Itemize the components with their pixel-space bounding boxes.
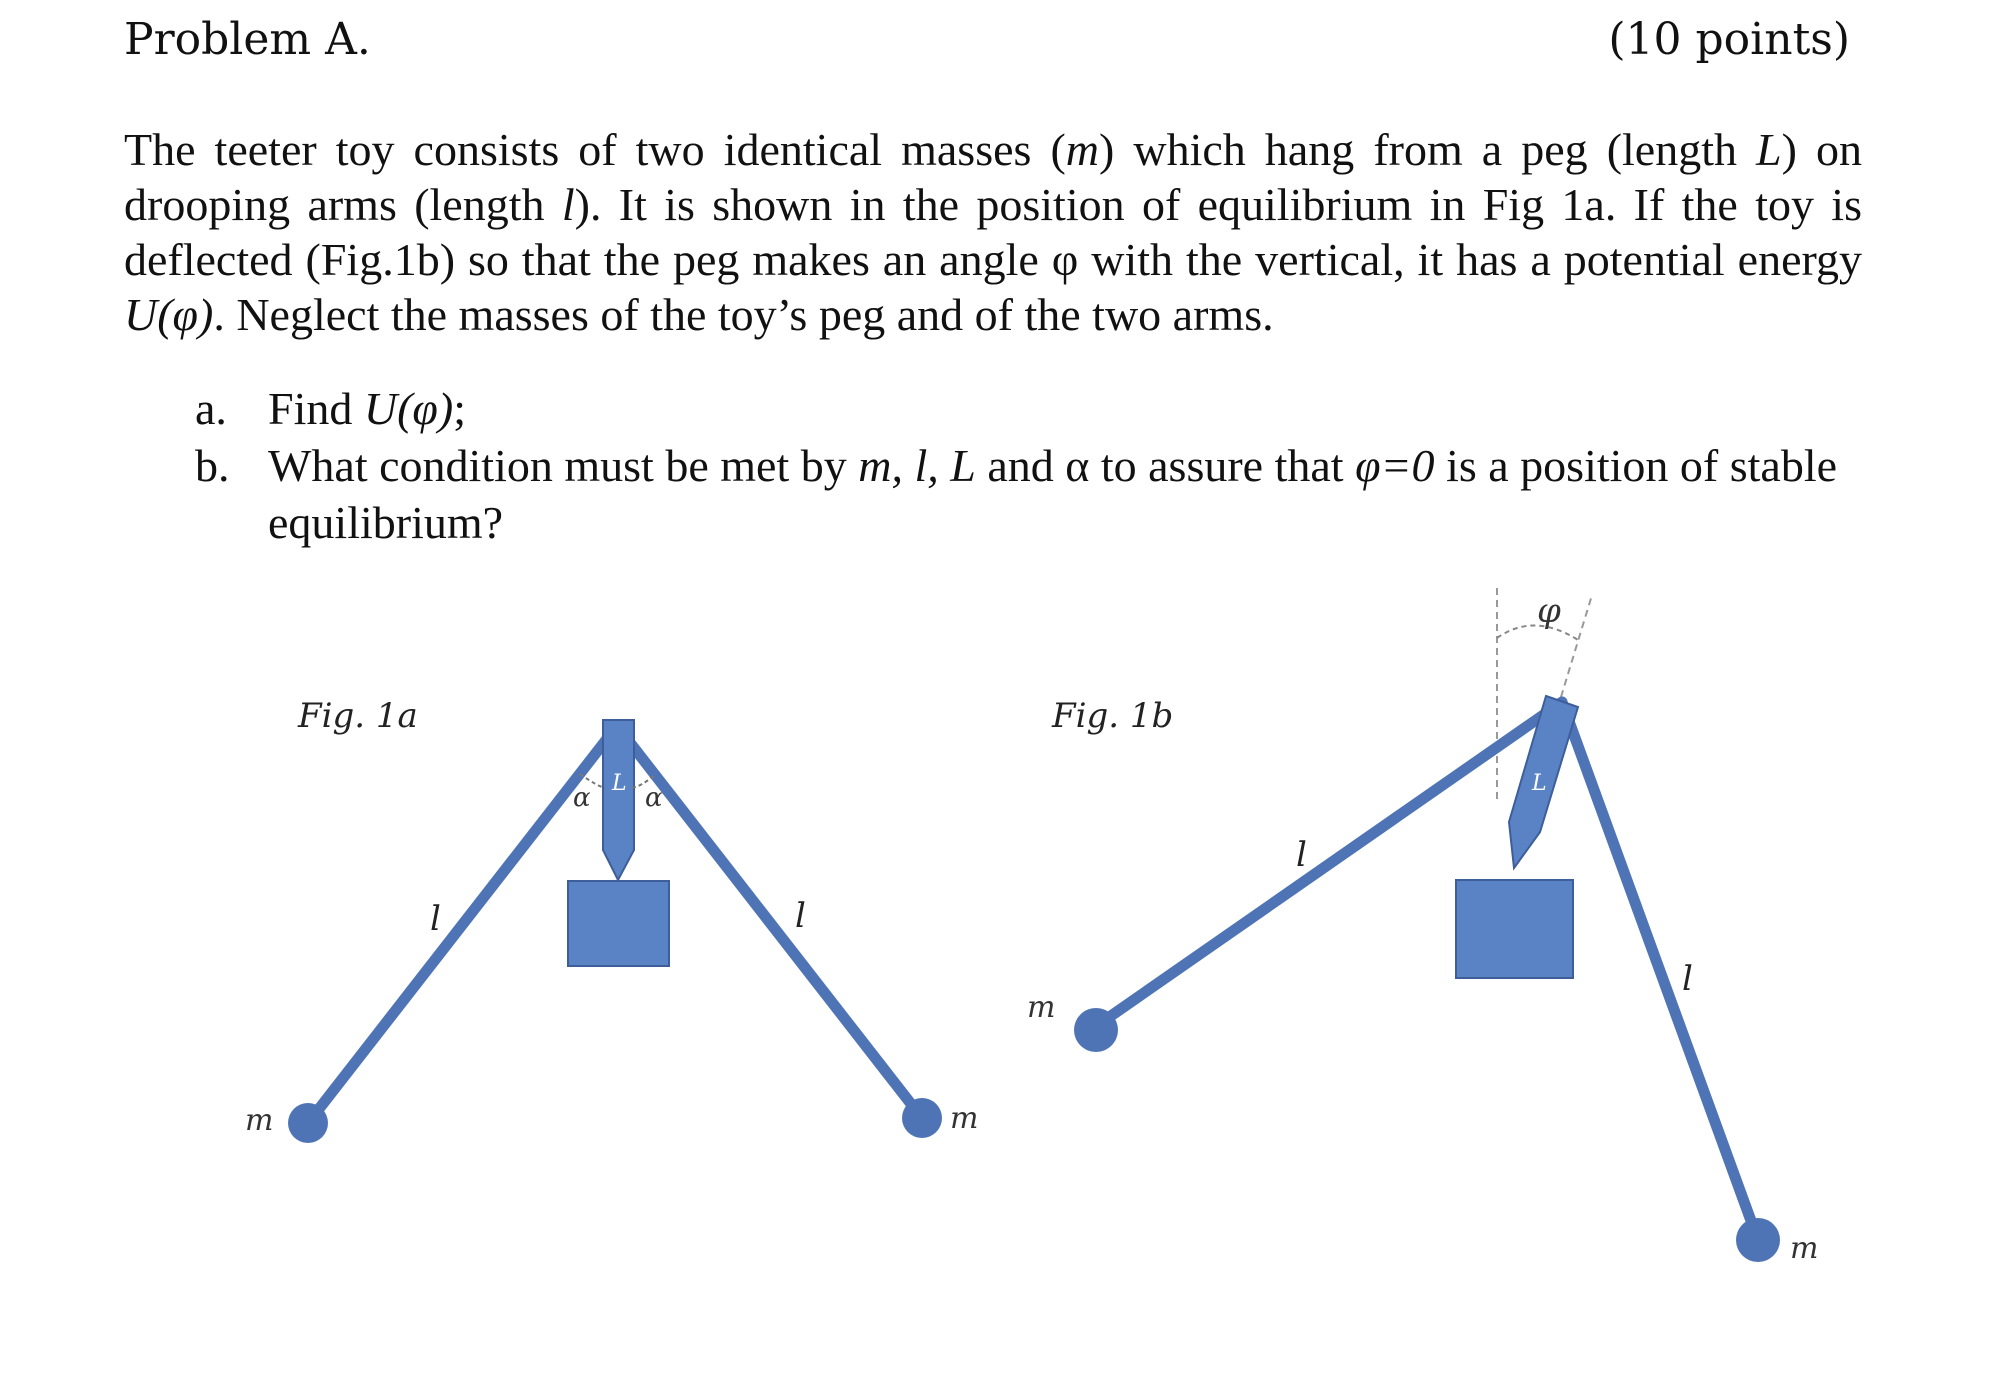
question-text: and α to assure that	[975, 440, 1356, 491]
symbol-l: l	[561, 179, 575, 230]
fig-1a-left-mass	[288, 1103, 328, 1143]
symbol-m: m	[1065, 124, 1100, 175]
fig-1a-peg	[603, 720, 634, 880]
question-list	[195, 380, 1845, 551]
question-text: Find	[268, 383, 364, 434]
fig-1b-left-mass-label: m	[1027, 990, 1056, 1025]
statement-text: ) on drooping arms (length	[124, 124, 1863, 230]
statement-text: ). It is shown in the position of equilibrium in Fig 1a. If the toy is deflected (Fig.1b) so that the peg makes an angle φ with the vertical, it has a potential energy	[124, 179, 1862, 285]
fig-1a-caption: Fig. 1a	[298, 696, 418, 736]
fig-1a-alpha-left: α	[573, 783, 591, 813]
teeter-toy-figure	[0, 560, 1998, 1340]
fig-1a-left-arm-label: l	[430, 899, 441, 939]
fig-1b-left-arm-label: l	[1296, 835, 1307, 875]
fig-1b	[1027, 588, 1818, 1266]
question-a	[195, 380, 1845, 437]
question-text: is a position of stable equilibrium?	[268, 440, 1838, 548]
fig-1b-right-mass-label: m	[1790, 1231, 1819, 1266]
fig-1b-left-mass	[1074, 1008, 1118, 1052]
question-text: What condition must be met by	[268, 440, 859, 491]
fig-1b-right-arm	[1562, 702, 1758, 1240]
problem-header	[124, 14, 1850, 74]
fig-1b-phi-label: φ	[1537, 591, 1561, 631]
fig-1a-alpha-right: α	[645, 783, 663, 813]
fig-1a-right-arm-label: l	[795, 896, 806, 936]
symbol-L: L	[1756, 124, 1782, 175]
question-b	[195, 437, 1845, 551]
fig-1a-right-mass-label: m	[950, 1101, 979, 1136]
statement-text: The teeter toy consists of two identical masses (	[124, 124, 1066, 175]
problem-title: Problem A.	[124, 14, 371, 65]
fig-1b-right-mass	[1736, 1218, 1780, 1262]
question-symbol: U(φ)	[363, 383, 454, 434]
question-marker: b.	[195, 440, 230, 491]
statement-text: . Neglect the masses of the toy’s peg and of the two arms.	[213, 289, 1274, 340]
question-symbol: m, l, L	[858, 440, 976, 491]
symbol-U: U(φ)	[124, 289, 214, 340]
question-symbol: φ=0	[1355, 440, 1435, 491]
fig-1a-right-mass	[902, 1098, 942, 1138]
problem-points: (10 points)	[1608, 14, 1850, 65]
statement-text: ) which hang from a peg (length	[1099, 124, 1757, 175]
question-text: ;	[453, 383, 466, 434]
question-marker: a.	[195, 383, 227, 434]
fig-1b-tilted-reference	[1561, 595, 1592, 697]
fig-1b-caption: Fig. 1b	[1052, 696, 1174, 736]
fig-1a-left-mass-label: m	[245, 1103, 274, 1138]
problem-statement	[124, 122, 1862, 342]
fig-1b-right-arm-label: l	[1682, 959, 1693, 999]
fig-1b-peg-label: L	[1532, 771, 1547, 796]
fig-1a-peg-label: L	[612, 771, 627, 796]
fig-1a-block	[568, 881, 669, 966]
fig-1a	[245, 696, 978, 1143]
fig-1b-block	[1456, 880, 1573, 978]
